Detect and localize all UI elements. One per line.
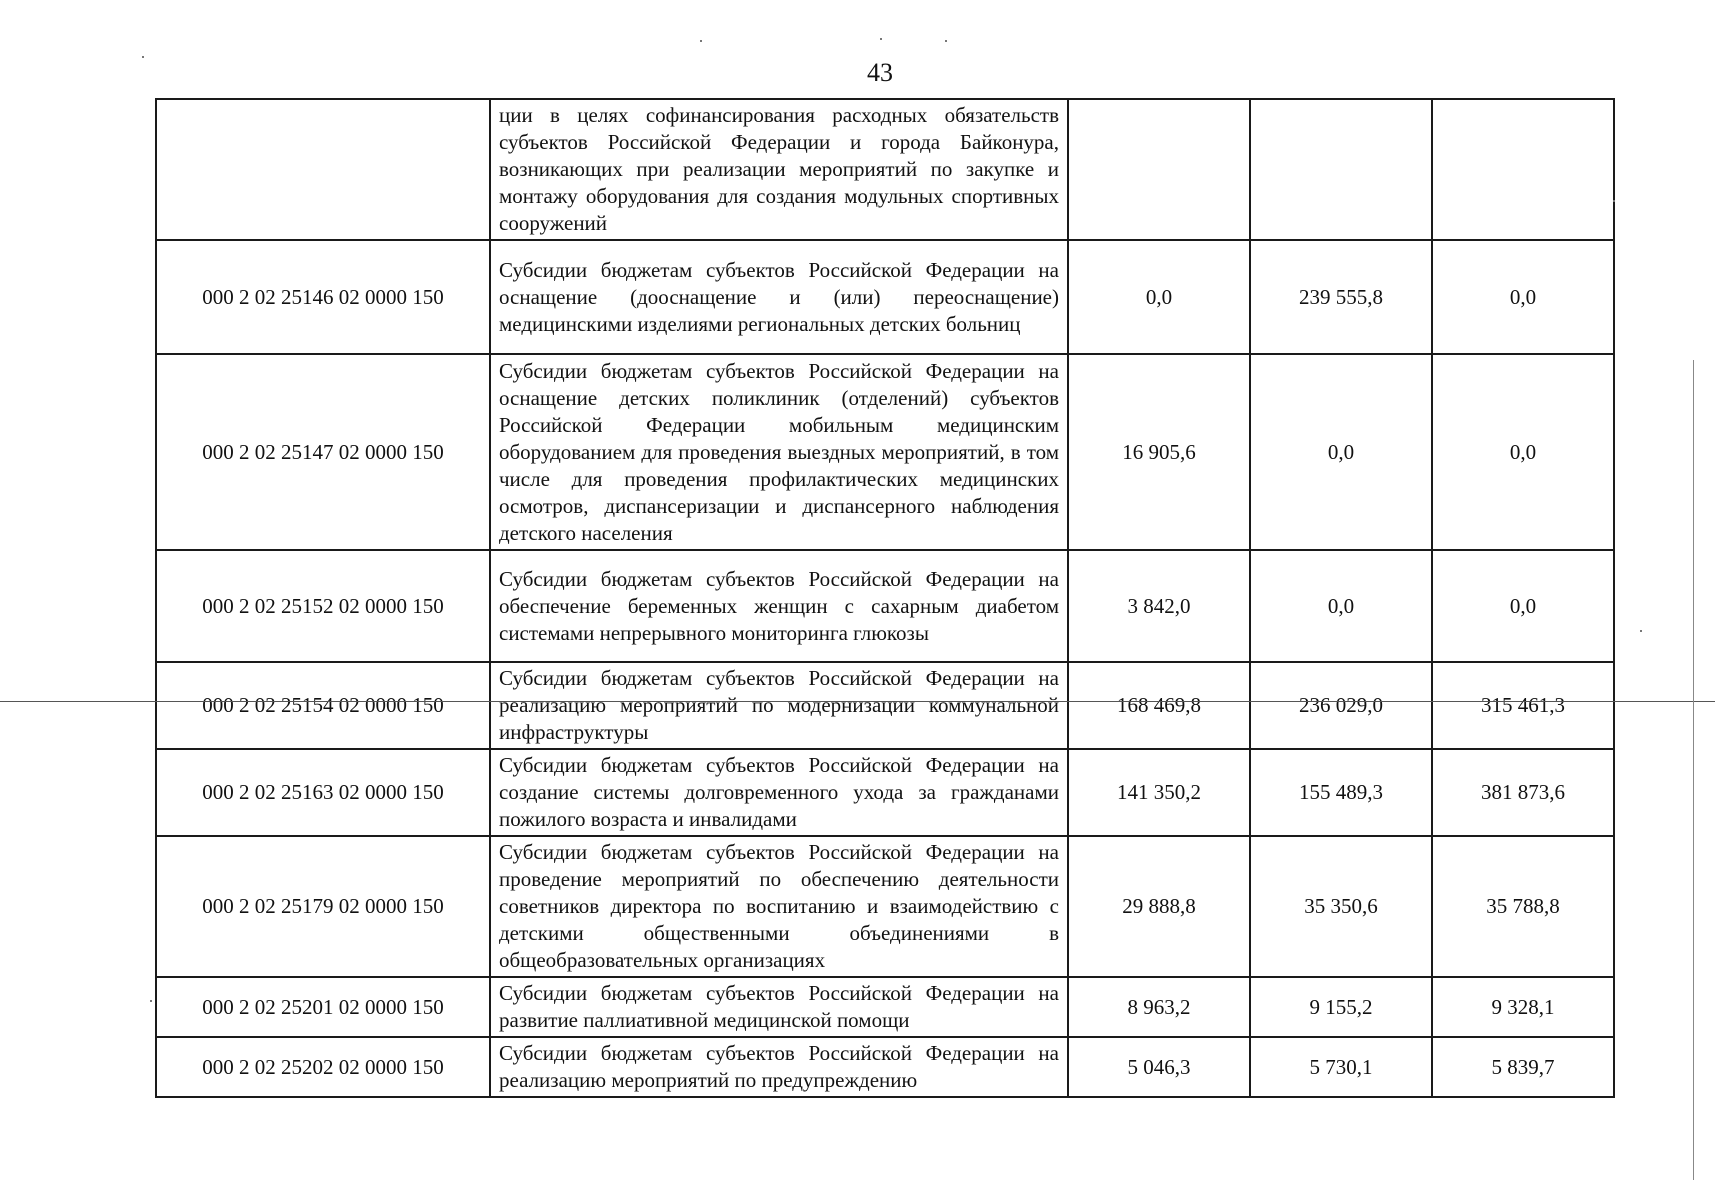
scan-speck xyxy=(880,38,882,40)
amount-cell-3: 0,0 xyxy=(1432,354,1614,550)
amount-cell-1: 8 963,2 xyxy=(1068,977,1250,1037)
amount-cell-1: 0,0 xyxy=(1068,240,1250,354)
scan-speck xyxy=(700,40,702,42)
budget-code-cell: 000 2 02 25152 02 0000 150 xyxy=(156,550,490,662)
budget-code-cell xyxy=(156,99,490,240)
table-row xyxy=(156,749,1614,836)
amount-cell-2: 0,0 xyxy=(1250,354,1432,550)
amount-cell-2: 5 730,1 xyxy=(1250,1037,1432,1097)
amount-cell-3: 381 873,6 xyxy=(1432,749,1614,836)
amount-cell-2 xyxy=(1250,99,1432,240)
description-cell: Субсидии бюджетам субъектов Российской Федерации на оснащение (дооснащение и (или) переоснащение) медицинскими изделиями региональных детских больниц xyxy=(490,240,1068,354)
table-row xyxy=(156,977,1614,1037)
table-row xyxy=(156,662,1614,749)
amount-cell-2: 35 350,6 xyxy=(1250,836,1432,977)
scan-speck xyxy=(142,56,144,58)
amount-cell-3: 35 788,8 xyxy=(1432,836,1614,977)
amount-cell-2: 236 029,0 xyxy=(1250,662,1432,749)
description-cell: Субсидии бюджетам субъектов Российской Федерации на обеспечение беременных женщин с сахарным диабетом системами непрерывного мониторинга глюкозы xyxy=(490,550,1068,662)
scan-speck xyxy=(1613,200,1615,202)
amount-cell-1: 16 905,6 xyxy=(1068,354,1250,550)
amount-cell-2: 239 555,8 xyxy=(1250,240,1432,354)
amount-cell-3: 9 328,1 xyxy=(1432,977,1614,1037)
description-cell: Субсидии бюджетам субъектов Российской Федерации на создание системы долговременного ухода за гражданами пожилого возраста и инвалидами xyxy=(490,749,1068,836)
budget-code-cell: 000 2 02 25154 02 0000 150 xyxy=(156,662,490,749)
amount-cell-1: 168 469,8 xyxy=(1068,662,1250,749)
budget-code-cell: 000 2 02 25163 02 0000 150 xyxy=(156,749,490,836)
amount-cell-1: 141 350,2 xyxy=(1068,749,1250,836)
amount-cell-2: 155 489,3 xyxy=(1250,749,1432,836)
budget-code-cell: 000 2 02 25146 02 0000 150 xyxy=(156,240,490,354)
budget-code-cell: 000 2 02 25201 02 0000 150 xyxy=(156,977,490,1037)
table-row xyxy=(156,550,1614,662)
table-row xyxy=(156,836,1614,977)
table-row xyxy=(156,354,1614,550)
amount-cell-1: 5 046,3 xyxy=(1068,1037,1250,1097)
page-number: 43 xyxy=(867,58,893,87)
scan-artifact-vertical-line xyxy=(1693,360,1694,1180)
description-cell: Субсидии бюджетам субъектов Российской Федерации на оснащение детских поликлиник (отделений) субъектов Российской Федерации мобильным медицинским оборудованием для проведения выездных мероприятий, в том числе для проведения профилактических медицинских осмотров, диспансеризации и диспансерного наблюдения детского населения xyxy=(490,354,1068,550)
amount-cell-1 xyxy=(1068,99,1250,240)
amount-cell-3: 5 839,7 xyxy=(1432,1037,1614,1097)
budget-code-cell: 000 2 02 25147 02 0000 150 xyxy=(156,354,490,550)
description-cell: Субсидии бюджетам субъектов Российской Федерации на реализацию мероприятий по предупреждению xyxy=(490,1037,1068,1097)
scan-speck xyxy=(1640,630,1642,632)
table-row xyxy=(156,240,1614,354)
budget-code-cell: 000 2 02 25202 02 0000 150 xyxy=(156,1037,490,1097)
amount-cell-2: 0,0 xyxy=(1250,550,1432,662)
amount-cell-1: 3 842,0 xyxy=(1068,550,1250,662)
amount-cell-3 xyxy=(1432,99,1614,240)
description-cell: Субсидии бюджетам субъектов Российской Федерации на проведение мероприятий по обеспечению деятельности советников директора по воспитанию и взаимодействию с детскими общественными объединениями в общеобразовательных организациях xyxy=(490,836,1068,977)
amount-cell-1: 29 888,8 xyxy=(1068,836,1250,977)
budget-code-cell: 000 2 02 25179 02 0000 150 xyxy=(156,836,490,977)
amount-cell-3: 0,0 xyxy=(1432,240,1614,354)
amount-cell-3: 315 461,3 xyxy=(1432,662,1614,749)
table-row xyxy=(156,99,1614,240)
scan-artifact-line xyxy=(0,701,1715,702)
amount-cell-2: 9 155,2 xyxy=(1250,977,1432,1037)
amount-cell-3: 0,0 xyxy=(1432,550,1614,662)
table-row xyxy=(156,1037,1614,1097)
description-cell: ции в целях софинансирования расходных обязательств субъектов Российской Федерации и города Байконура, возникающих при реализации мероприятий по закупке и монтажу оборудования для создания модульных спортивных сооружений xyxy=(490,99,1068,240)
budget-table xyxy=(155,98,1615,1098)
description-cell: Субсидии бюджетам субъектов Российской Федерации на развитие паллиативной медицинской помощи xyxy=(490,977,1068,1037)
scan-speck xyxy=(150,1000,152,1002)
scan-speck xyxy=(945,40,947,42)
description-cell: Субсидии бюджетам субъектов Российской Федерации на реализацию мероприятий по модернизации коммунальной инфраструктуры xyxy=(490,662,1068,749)
